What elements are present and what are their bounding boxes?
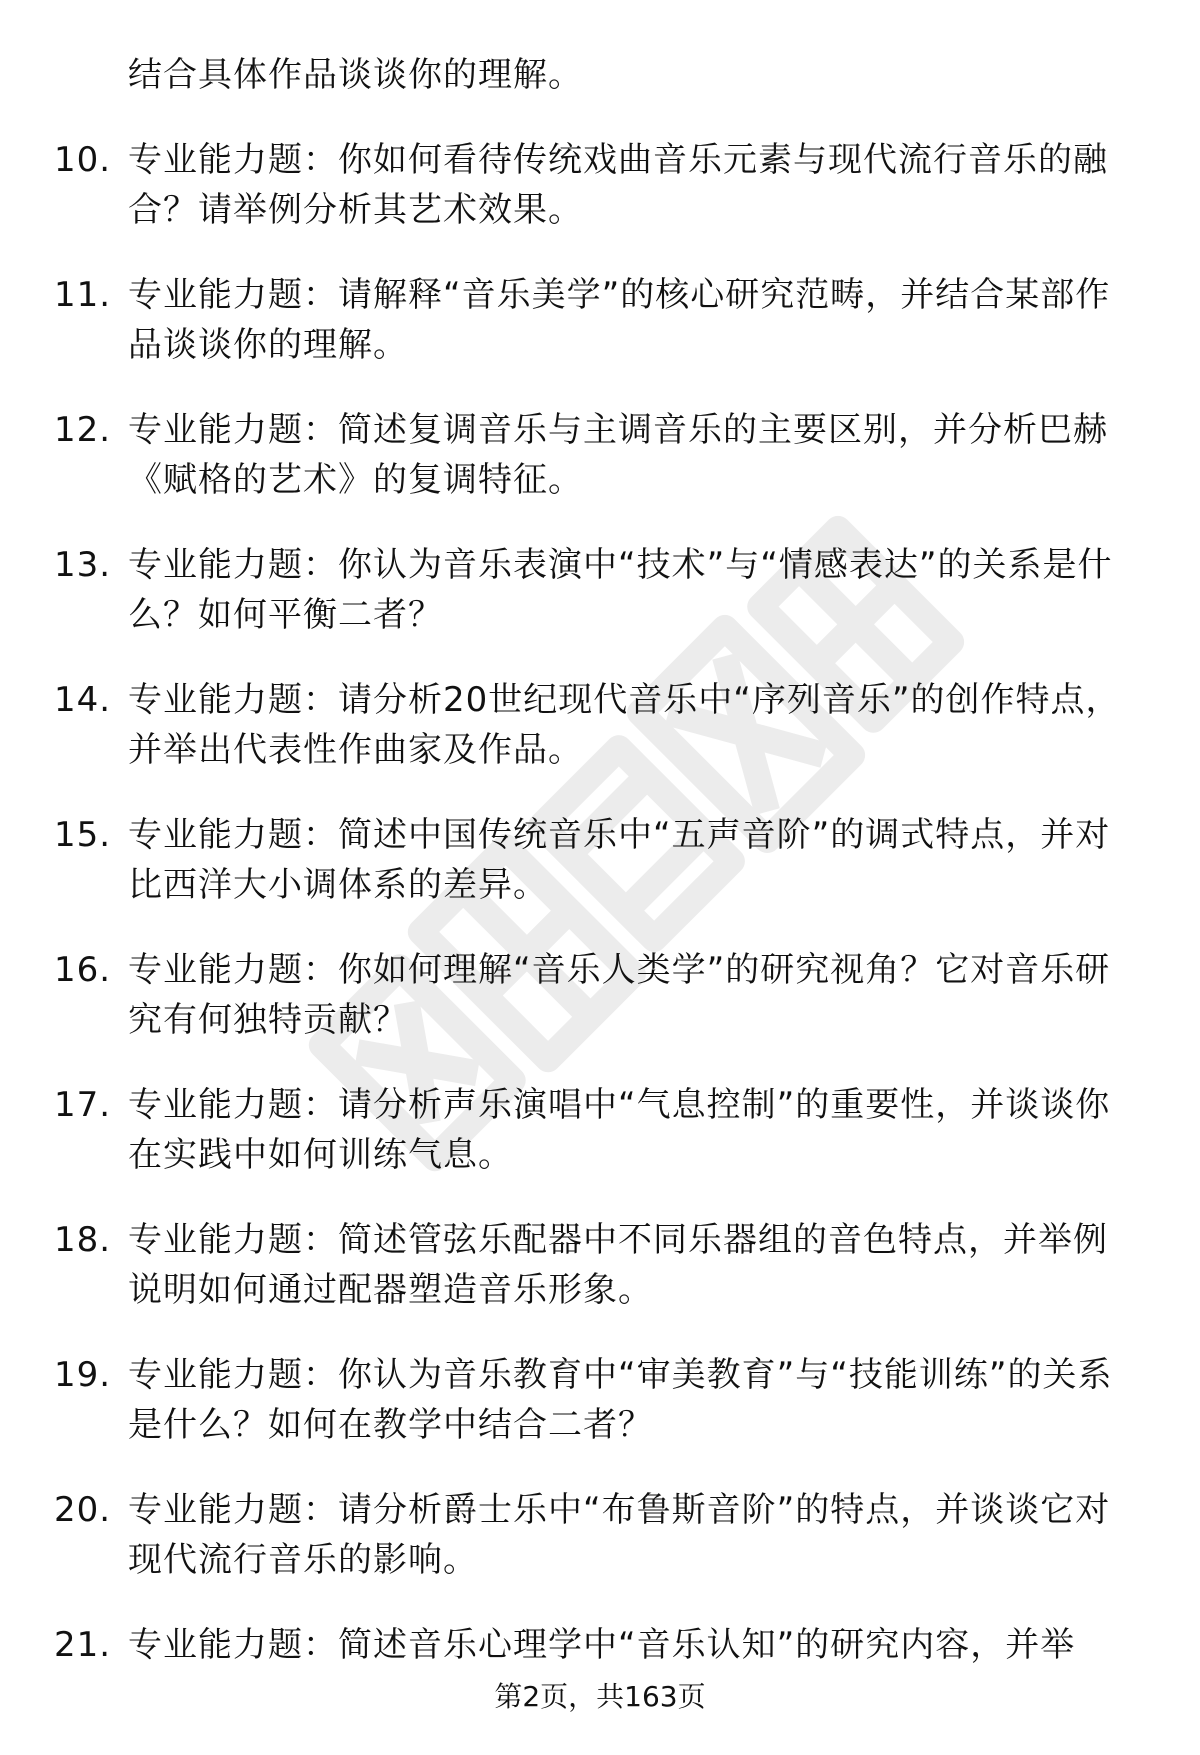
question-item <box>0 270 1200 370</box>
question-text: 结合具体作品谈谈你的理解。 <box>128 55 583 95</box>
question-text: 专业能力题：请分析20世纪现代音乐中“序列音乐”的创作特点，并举出代表性作曲家及作品。 <box>128 680 1121 770</box>
question-text: 专业能力题：简述音乐心理学中“音乐认知”的研究内容，并举 <box>128 1625 1076 1665</box>
question-item <box>0 675 1200 775</box>
question-text: 专业能力题：请解释“音乐美学”的核心研究范畴，并结合某部作品谈谈你的理解。 <box>128 275 1111 365</box>
question-number: 14. <box>54 680 112 720</box>
question-continuation <box>0 50 1200 100</box>
question-text: 专业能力题：简述中国传统音乐中“五声音阶”的调式特点，并对比西洋大小调体系的差异。 <box>128 815 1111 905</box>
question-number: 17. <box>54 1085 112 1125</box>
question-item <box>0 810 1200 910</box>
question-number: 21. <box>54 1625 112 1665</box>
question-number: 13. <box>54 545 112 585</box>
question-number: 18. <box>54 1220 112 1260</box>
question-item <box>0 405 1200 505</box>
question-item <box>0 1080 1200 1180</box>
question-text: 专业能力题：请分析声乐演唱中“气息控制”的重要性，并谈谈你在实践中如何训练气息。 <box>128 1085 1111 1175</box>
question-number: 11. <box>54 275 112 315</box>
question-number: 16. <box>54 950 112 990</box>
question-number: 10. <box>54 140 112 180</box>
question-text: 专业能力题：请分析爵士乐中“布鲁斯音阶”的特点，并谈谈它对现代流行音乐的影响。 <box>128 1490 1111 1580</box>
question-text: 专业能力题：你认为音乐教育中“审美教育”与“技能训练”的关系是什么？如何在教学中结合二者？ <box>128 1355 1113 1445</box>
question-list <box>0 50 1200 1705</box>
question-item <box>0 1215 1200 1315</box>
question-number: 20. <box>54 1490 112 1530</box>
question-number: 19. <box>54 1355 112 1395</box>
question-item <box>0 945 1200 1045</box>
question-item <box>0 1350 1200 1450</box>
question-text: 专业能力题：你认为音乐表演中“技术”与“情感表达”的关系是什么？如何平衡二者？ <box>128 545 1113 635</box>
question-text: 专业能力题：简述管弦乐配器中不同乐器组的音色特点，并举例说明如何通过配器塑造音乐形象。 <box>128 1220 1108 1310</box>
question-number: 15. <box>54 815 112 855</box>
page-footer: 第2页，共163页 <box>494 1680 706 1713</box>
question-item <box>0 1485 1200 1585</box>
question-number: 12. <box>54 410 112 450</box>
question-item <box>0 540 1200 640</box>
question-text: 专业能力题：你如何看待传统戏曲音乐元素与现代流行音乐的融合？请举例分析其艺术效果。 <box>128 140 1108 230</box>
question-text: 专业能力题：简述复调音乐与主调音乐的主要区别，并分析巴赫《赋格的艺术》的复调特征。 <box>128 410 1108 500</box>
question-text: 专业能力题：你如何理解“音乐人类学”的研究视角？它对音乐研究有何独特贡献？ <box>128 950 1111 1040</box>
question-item <box>0 135 1200 235</box>
question-item <box>0 1620 1200 1670</box>
